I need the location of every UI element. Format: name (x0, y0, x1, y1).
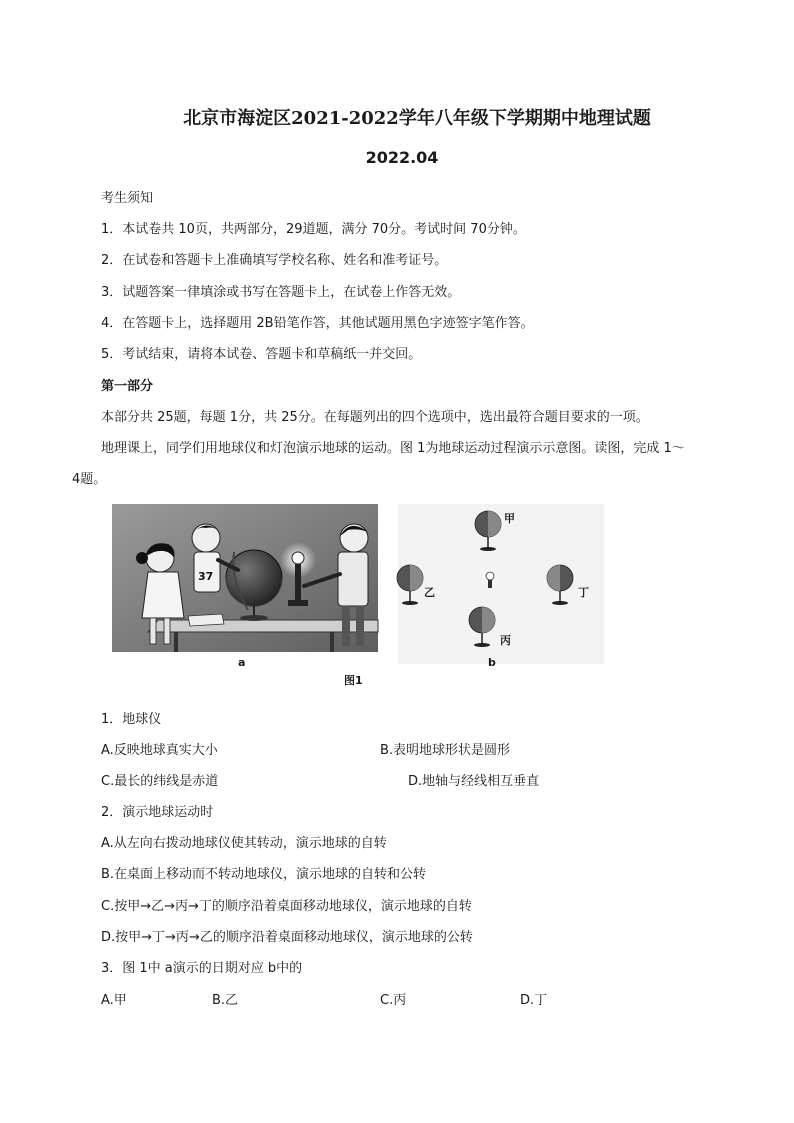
figure-1 (98, 500, 604, 686)
question-1-stem: 1．地球仪 (101, 712, 162, 727)
question-2-option-d: D.按甲→丁→丙→乙的顺序沿着桌面移动地球仪，演示地球的公转 (101, 930, 473, 945)
question-context-cont: 4题。 (72, 472, 107, 487)
exam-date: 2022.04 (365, 148, 439, 167)
question-1-option-a: A.反映地球真实大小 (101, 743, 218, 758)
figure-caption: 图1 (344, 674, 363, 687)
shirt-number-label: 37 (198, 570, 214, 583)
question-1-option-c: C.最长的纬线是赤道 (101, 774, 219, 789)
panel-b-label: b (488, 656, 496, 669)
notice-item: 2．在试卷和答题卡上准确填写学校名称、姓名和准考证号。 (101, 253, 448, 268)
question-2-option-a: A.从左向右拨动地球仪使其转动，演示地球的自转 (101, 836, 387, 851)
question-context: 地理课上，同学们用地球仪和灯泡演示地球的运动。图 1为地球运动过程演示示意图。读图，完成 1～ (101, 441, 685, 456)
notice-item: 5．考试结束，请将本试卷、答题卡和草稿纸一并交回。 (101, 347, 422, 362)
question-1-option-d: D.地轴与经线相互垂直 (408, 774, 540, 789)
figure-illustration (98, 500, 604, 686)
part-intro: 本部分共 25题，每题 1分，共 25分。在每题列出的四个选项中，选出最符合题目要求的一项。 (101, 410, 649, 425)
question-3-option-c: C.丙 (380, 993, 407, 1008)
globe-label-ding: 丁 (578, 586, 589, 599)
globe-label-bing: 丙 (500, 634, 511, 647)
question-3-option-a: A.甲 (101, 993, 127, 1008)
question-3-option-d: D.丁 (520, 993, 548, 1008)
notice-heading: 考生须知 (101, 191, 154, 206)
notice-item: 3．试题答案一律填涂或书写在答题卡上，在试卷上作答无效。 (101, 285, 461, 300)
question-3-stem: 3．图 1中 a演示的日期对应 b中的 (101, 961, 303, 976)
question-2-option-c: C.按甲→乙→丙→丁的顺序沿着桌面移动地球仪，演示地球的自转 (101, 899, 472, 914)
exam-title: 北京市海淀区2021-2022学年八年级下学期期中地理试题 (183, 108, 651, 129)
globe-label-yi: 乙 (424, 586, 435, 599)
panel-a-label: a (238, 656, 246, 669)
notice-item: 4．在答题卡上，选择题用 2B铅笔作答，其他试题用黑色字迹签字笔作答。 (101, 316, 534, 331)
question-2-option-b: B.在桌面上移动而不转动地球仪，演示地球的自转和公转 (101, 867, 427, 882)
question-3-option-b: B.乙 (212, 993, 239, 1008)
notice-item: 1．本试卷共 10页，共两部分，29道题，满分 70分。考试时间 70分钟。 (101, 222, 526, 237)
question-1-option-b: B.表明地球形状是圆形 (380, 743, 511, 758)
question-2-stem: 2．演示地球运动时 (101, 805, 214, 820)
part-heading: 第一部分 (101, 379, 154, 394)
globe-label-jia: 甲 (504, 512, 515, 525)
panel-a-scene (112, 504, 378, 652)
lamp-center (480, 568, 500, 588)
